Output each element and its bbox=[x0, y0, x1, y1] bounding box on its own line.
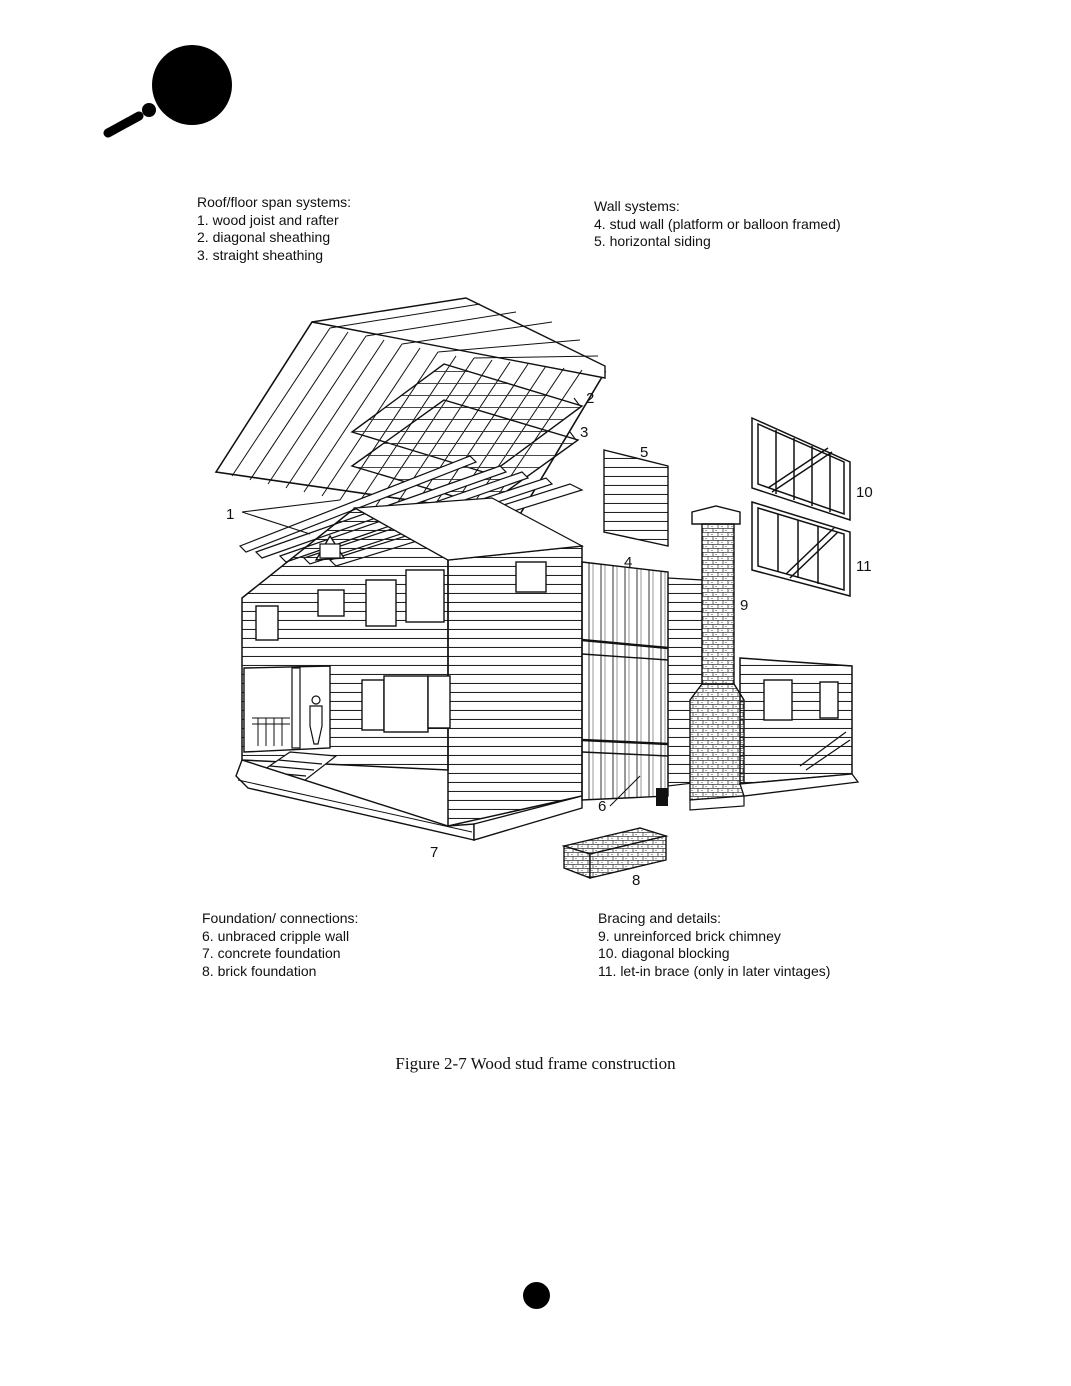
house-wing bbox=[740, 658, 858, 796]
callout-4: 4 bbox=[624, 554, 633, 571]
callout-7: 7 bbox=[430, 844, 439, 861]
legend-item: 10. diagonal blocking bbox=[598, 945, 730, 961]
legend-item: 11. let-in brace (only in later vintages) bbox=[598, 962, 831, 979]
brick-foundation bbox=[564, 828, 666, 878]
siding-panel bbox=[604, 450, 668, 546]
legend-item: 8. brick foundation bbox=[202, 962, 317, 979]
callout-5: 5 bbox=[640, 444, 649, 461]
callout-9: 9 bbox=[740, 597, 749, 614]
legend-heading: Wall systems: bbox=[594, 198, 680, 214]
legend-item: 6. unbraced cripple wall bbox=[202, 927, 350, 944]
stud-wall bbox=[582, 562, 702, 806]
legend-item: 2. diagonal sheathing bbox=[197, 229, 331, 245]
page-dot-icon bbox=[523, 1282, 550, 1309]
callout-2: 2 bbox=[586, 390, 595, 407]
legend-heading: Roof/floor span systems: bbox=[197, 194, 352, 210]
callout-1: 1 bbox=[226, 506, 235, 523]
figure-caption: Figure 2-7 Wood stud frame construction bbox=[395, 1054, 676, 1073]
callout-10: 10 bbox=[856, 484, 873, 501]
callout-6: 6 bbox=[598, 798, 607, 815]
legend-item: 7. concrete foundation bbox=[202, 945, 341, 961]
legend-item: 3. straight sheathing bbox=[197, 246, 324, 263]
legend-item: 9. unreinforced brick chimney bbox=[598, 927, 781, 944]
legend-heading: Foundation/ connections: bbox=[202, 910, 359, 926]
legend-item: 5. horizontal siding bbox=[594, 233, 711, 249]
frame-diagonal-blocking bbox=[752, 418, 850, 520]
callout-3: 3 bbox=[580, 424, 589, 441]
callout-8: 8 bbox=[632, 872, 641, 889]
legend-item: 1. wood joist and rafter bbox=[197, 211, 339, 228]
legend-item: 4. stud wall (platform or balloon framed) bbox=[594, 215, 841, 232]
callout-11: 11 bbox=[856, 558, 872, 575]
frame-let-in-brace bbox=[752, 502, 850, 596]
legend-heading: Bracing and details: bbox=[598, 910, 721, 926]
